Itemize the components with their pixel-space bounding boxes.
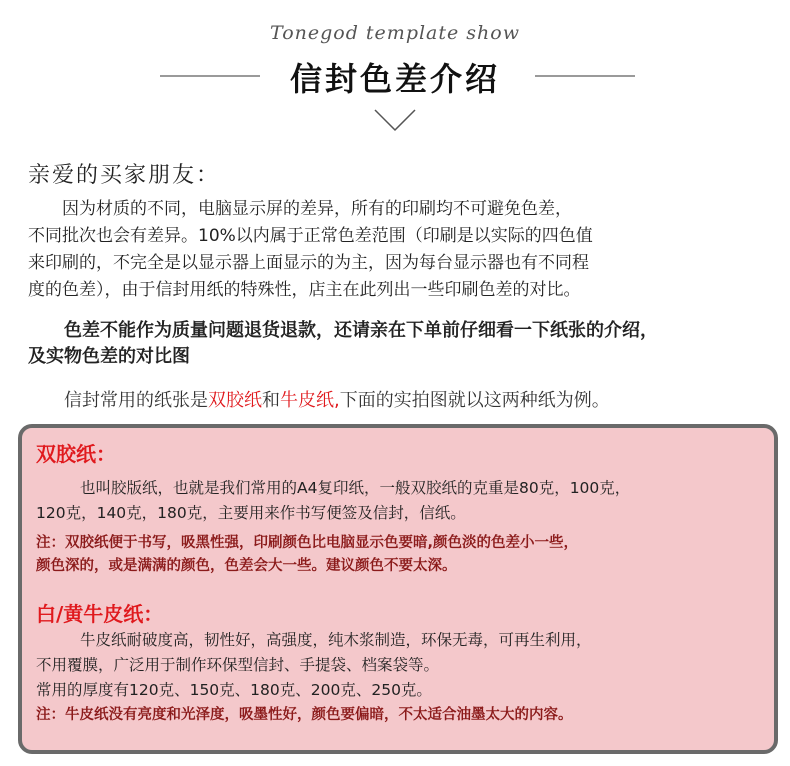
title-row (0, 50, 790, 100)
paper-name-offset: 双胶纸 (208, 390, 262, 411)
description-line: 不用覆膜，广泛用于制作环保型信封、手提袋、档案袋等。 (36, 656, 440, 674)
color-difference-paragraph (28, 196, 778, 304)
paragraph-line: 因为材质的不同，电脑显示屏的差异，所有的印刷均不可避免色差， (62, 199, 572, 219)
warning-line: 及实物色差的对比图 (28, 346, 190, 367)
description-line: 120克，140克，180克，主要用来作书写便签及信封，信纸。 (36, 504, 466, 522)
paper-info-panel (18, 424, 778, 754)
warning-line: 色差不能作为质量问题退货退款，还请亲在下单前仔细看一下纸张的介绍， (64, 320, 658, 341)
paragraph-line: 度的色差），由于信封用纸的特殊性，店主在此列出一些印刷色差的对比。 (28, 280, 581, 300)
note-line: 颜色深的，或是满满的颜色，色差会大一些。建议颜色不要太深。 (36, 558, 457, 574)
paper-name-kraft: 牛皮纸, (280, 390, 340, 411)
offset-paper-note (36, 532, 578, 578)
paper-intro-suffix: 下面的实拍图就以这两种纸为例。 (339, 390, 610, 411)
paper-intro-and: 和 (262, 390, 280, 411)
paper-intro-prefix: 信封常用的纸张是 (64, 390, 208, 411)
paragraph-line: 不同批次也会有差异。10%以内属于正常色差范围（印刷是以实际的四色值 (28, 226, 593, 246)
description-line: 也叫胶版纸，也就是我们常用的A4复印纸，一般双胶纸的克重是80克，100克， (80, 479, 631, 497)
script-title: Tonegod template show (270, 22, 520, 44)
greeting: 亲爱的买家朋友： (28, 163, 221, 188)
offset-paper-description (36, 476, 630, 526)
description-line: 常用的厚度有120克、150克、180克、200克、250克。 (36, 681, 432, 699)
note-line: 注：双胶纸便于书写，吸黑性强，印刷颜色比电脑显示色要暗,颜色淡的色差小一些， (36, 535, 579, 551)
refund-warning (28, 318, 788, 370)
paper-intro (64, 386, 610, 412)
kraft-paper-title: 白/黄牛皮纸： (36, 602, 164, 626)
title-divider-right (535, 75, 635, 77)
kraft-paper-description (36, 628, 592, 703)
page-title: 信封色差介绍 (289, 60, 500, 98)
description-line: 牛皮纸耐破度高，韧性好，高强度，纯木浆制造，环保无毒，可再生利用， (80, 631, 592, 649)
note-line: 注：牛皮纸没有亮度和光泽度，吸墨性好，颜色要偏暗，不太适合油墨太大的内容。 (36, 707, 573, 723)
paragraph-line: 来印刷的，不完全是以显示器上面显示的为主，因为每台显示器也有不同程 (28, 253, 589, 273)
chevron-down-icon (373, 108, 417, 132)
kraft-paper-note (36, 704, 573, 727)
offset-paper-title: 双胶纸： (36, 442, 116, 466)
